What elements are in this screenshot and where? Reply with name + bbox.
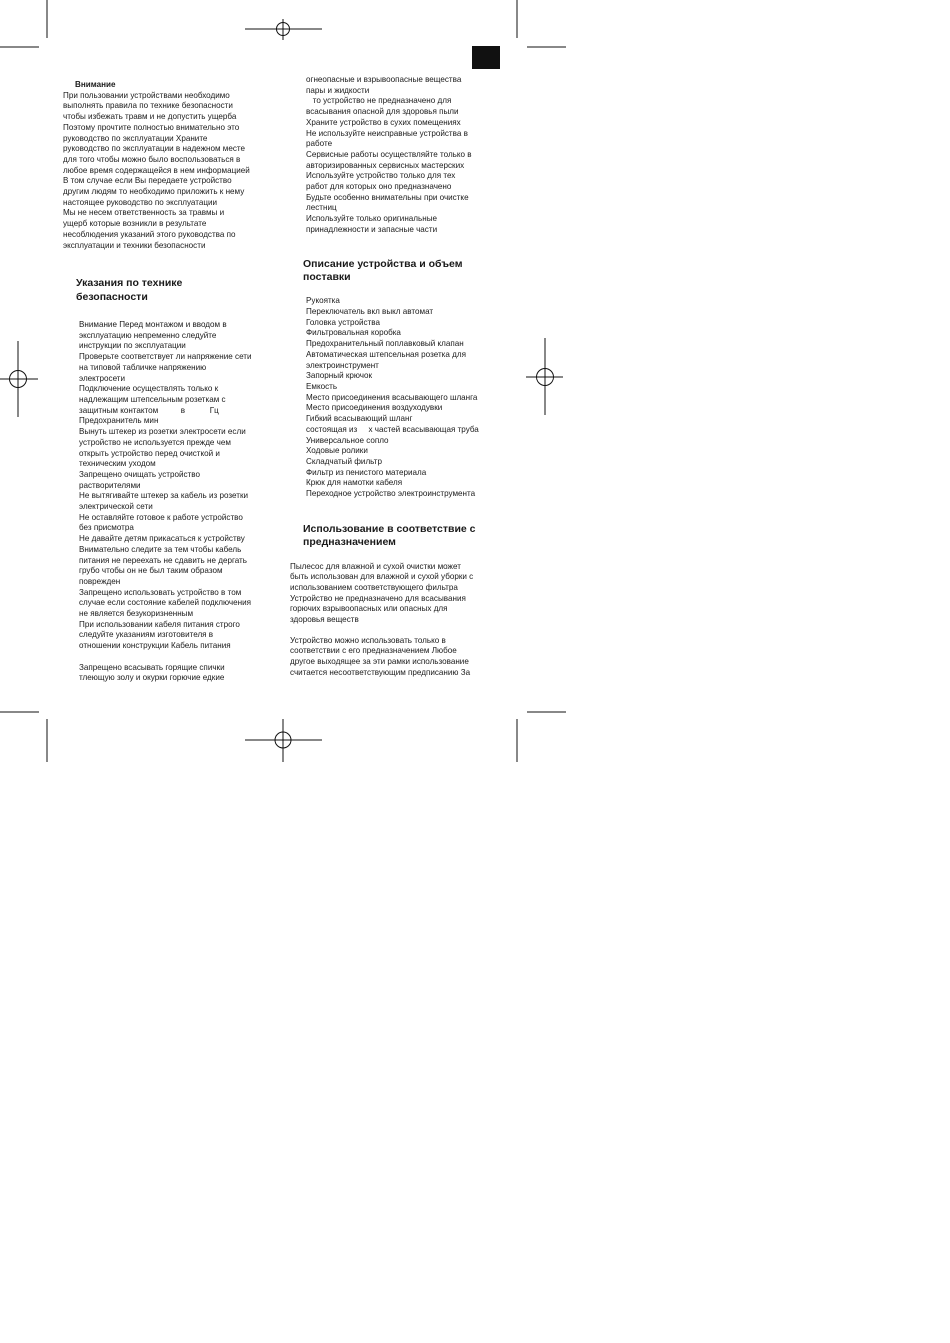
list-item: электроинструмент xyxy=(306,360,379,370)
description-heading-line: Описание устройства и объем xyxy=(303,257,463,270)
list-item: Переключатель вкл выкл автомат xyxy=(306,307,434,317)
usage-line: другое выходящее за эти рамки использование xyxy=(290,657,469,667)
list-item: Рукоятка xyxy=(306,296,340,306)
list-item: Универсальное сопло xyxy=(306,435,389,445)
safety-line: эксплуатацию непременно следуйте xyxy=(79,330,217,340)
safety-continued-line: работ для которых оно предназначено xyxy=(306,182,452,192)
safety-line xyxy=(79,652,278,663)
safety-line: Проверьте соответствует ли напряжение сети xyxy=(79,352,252,362)
safety-line: Не давайте детям прикасаться к устройству xyxy=(79,534,245,544)
safety-line: растворителями xyxy=(79,480,141,490)
list-item: Фильтровальная коробка xyxy=(306,328,401,338)
warning-line: При пользовании устройствами необходимо xyxy=(63,90,230,100)
left-column xyxy=(63,80,278,684)
safety-continued-line: Будьте особенно внимательны при очистке xyxy=(306,192,469,202)
safety-line: не является безукоризненным xyxy=(79,609,194,619)
safety-line: без присмотра xyxy=(79,523,134,533)
warning-line: Мы не несем ответственность за травмы и xyxy=(63,208,225,218)
warning-line: В том случае если Вы передаете устройство xyxy=(63,176,232,186)
safety-line: техническим уходом xyxy=(79,459,156,469)
safety-continued-line: Используйте только оригинальные xyxy=(306,214,438,224)
warning-line: любое время содержащейся в нем информацией xyxy=(63,165,250,175)
safety-line: защитным контактом в Гц xyxy=(79,405,219,415)
safety-line: на типовой табличке напряжению xyxy=(79,362,207,372)
usage-line: Устройство не предназначено для всасывания xyxy=(290,593,466,603)
usage-line: считается несоответствующим предписанию За xyxy=(290,667,471,677)
description-heading xyxy=(303,258,505,285)
usage-heading xyxy=(303,523,505,550)
usage-paragraph-1 xyxy=(290,562,505,626)
safety-continued-line: Сервисные работы осуществляйте только в xyxy=(306,149,472,159)
warning-text xyxy=(63,91,278,252)
warning-line: для того чтобы можно было воспользоваться в xyxy=(63,154,241,164)
usage-line: быть использован для влажной и сухой уборки с xyxy=(290,572,474,582)
safety-section xyxy=(63,277,278,684)
safety-line: случае если состояние кабелей подключения xyxy=(79,598,252,608)
safety-continued-line: лестниц xyxy=(306,203,337,213)
safety-line: Не вытягивайте штекер за кабель из розетки xyxy=(79,491,249,501)
usage-line: Устройство можно использовать только в xyxy=(290,635,446,645)
safety-line: Предохранитель мин xyxy=(79,416,159,426)
usage-line: соответствии с его предназначением Любое xyxy=(290,646,457,656)
list-item: Предохранительный поплавковый клапан xyxy=(306,339,464,349)
warning-line: чтобы избежать травм и не допустить ущерба xyxy=(63,112,237,122)
warning-line: настоящее руководство по эксплуатации xyxy=(63,197,218,207)
parts-list xyxy=(306,296,505,499)
usage-line: горючих взрывоопасных или опасных для xyxy=(290,604,448,614)
usage-section xyxy=(290,523,505,679)
description-heading-line: поставки xyxy=(303,270,351,283)
warning-block xyxy=(63,80,278,251)
list-item: Головка устройства xyxy=(306,317,380,327)
usage-heading-line: Использование в соответствие с xyxy=(303,522,476,535)
list-item: Ходовые ролики xyxy=(306,446,368,456)
warning-line: эксплуатации и техники безопасности xyxy=(63,240,206,250)
safety-line: устройство не используется прежде чем xyxy=(79,437,231,447)
safety-continued xyxy=(306,75,505,236)
safety-line: Вынуть штекер из розетки электросети если xyxy=(79,427,246,437)
safety-line: поврежден xyxy=(79,576,121,586)
safety-line: электрической сети xyxy=(79,502,153,512)
safety-line: При использовании кабеля питания строго xyxy=(79,619,240,629)
safety-line: Внимательно следите за тем чтобы кабель xyxy=(79,544,242,554)
safety-line: надлежащим штепсельным розеткам с xyxy=(79,394,226,404)
list-item: Гибкий всасывающий шланг xyxy=(306,414,413,424)
safety-heading xyxy=(76,277,278,304)
warning-line: Поэтому прочтите полностью внимательно это xyxy=(63,122,240,132)
safety-line: следуйте указаниям изготовителя в xyxy=(79,630,214,640)
safety-line: отношении конструкции Кабель питания xyxy=(79,641,231,651)
safety-heading-line: безопасности xyxy=(76,290,148,303)
safety-continued-line: принадлежности и запасные части xyxy=(306,224,438,234)
safety-line: Подключение осуществлять только к xyxy=(79,384,219,394)
safety-continued-line: огнеопасные и взрывоопасные вещества xyxy=(306,75,462,84)
usage-heading-line: предназначением xyxy=(303,536,396,549)
usage-paragraph-2 xyxy=(290,636,505,679)
warning-line: выполнять правила по технике безопасности xyxy=(63,101,233,111)
list-item: Запорный крючок xyxy=(306,371,373,381)
warning-line: несоблюдения указаний этого руководства по xyxy=(63,229,236,239)
safety-line: Запрещено очищать устройство xyxy=(79,469,200,479)
safety-continued-line: Храните устройство в сухих помещениях xyxy=(306,117,461,127)
safety-continued-line: Не используйте неисправные устройства в xyxy=(306,128,468,138)
list-item: состоящая из х частей всасывающая труба xyxy=(306,424,479,434)
list-item: Фильтр из пенистого материала xyxy=(306,467,427,477)
list-item: Емкость xyxy=(306,381,338,391)
list-item: Переходное устройство электроинструмента xyxy=(306,489,476,499)
right-column xyxy=(290,75,505,679)
safety-line: питания не переехать не сдавить не дергать xyxy=(79,555,247,565)
list-item: Крюк для намотки кабеля xyxy=(306,478,403,488)
safety-continued-line: авторизированных сервисных мастерских xyxy=(306,160,465,170)
usage-line: Пылесос для влажной и сухой очистки может xyxy=(290,561,461,571)
safety-continued-line: то устройство не предназначено для xyxy=(306,96,452,106)
list-item: Автоматическая штепсельная розетка для xyxy=(306,349,466,359)
safety-line: электросети xyxy=(79,373,126,383)
safety-continued-line: пары и жидкости xyxy=(306,85,370,95)
safety-line: Запрещено всасывать горящие спички xyxy=(79,662,225,672)
list-item: Складчатый фильтр xyxy=(306,456,382,466)
safety-line: Не оставляйте готовое к работе устройство xyxy=(79,512,243,522)
safety-line: Внимание Перед монтажом и вводом в xyxy=(79,320,227,330)
warning-line: руководство по эксплуатации в надежном месте xyxy=(63,144,246,154)
safety-line: Запрещено использовать устройство в том xyxy=(79,587,242,597)
usage-line: здоровья веществ xyxy=(290,615,359,625)
safety-line: инструкции по эксплуатации xyxy=(79,341,186,351)
safety-line: грубо чтобы он не был таким образом xyxy=(79,566,223,576)
list-item: Место присоединения воздуходувки xyxy=(306,403,443,413)
list-item: Место присоединения всасывающего шланга xyxy=(306,392,478,402)
warning-line: ущерб которые возникли в результате xyxy=(63,219,207,229)
warning-line: другим людям то необходимо приложить к нему xyxy=(63,187,245,197)
safety-continued-line: Используйте устройство только для тех xyxy=(306,171,456,181)
usage-line: использованием соответствующего фильтра xyxy=(290,582,458,592)
language-tab-marker xyxy=(472,46,500,69)
safety-text xyxy=(79,320,278,684)
warning-line: руководство по эксплуатации Храните xyxy=(63,133,208,143)
safety-heading-line: Указания по технике xyxy=(76,277,183,290)
safety-line: открыть устройство перед очисткой и xyxy=(79,448,220,458)
safety-continued-line: всасывания опасной для здоровья пыли xyxy=(306,107,459,117)
warning-title: Внимание xyxy=(75,80,116,89)
safety-line: тлеющую золу и окурки горючие едкие xyxy=(79,673,225,683)
description-section xyxy=(290,258,505,500)
safety-continued-line: работе xyxy=(306,139,333,149)
